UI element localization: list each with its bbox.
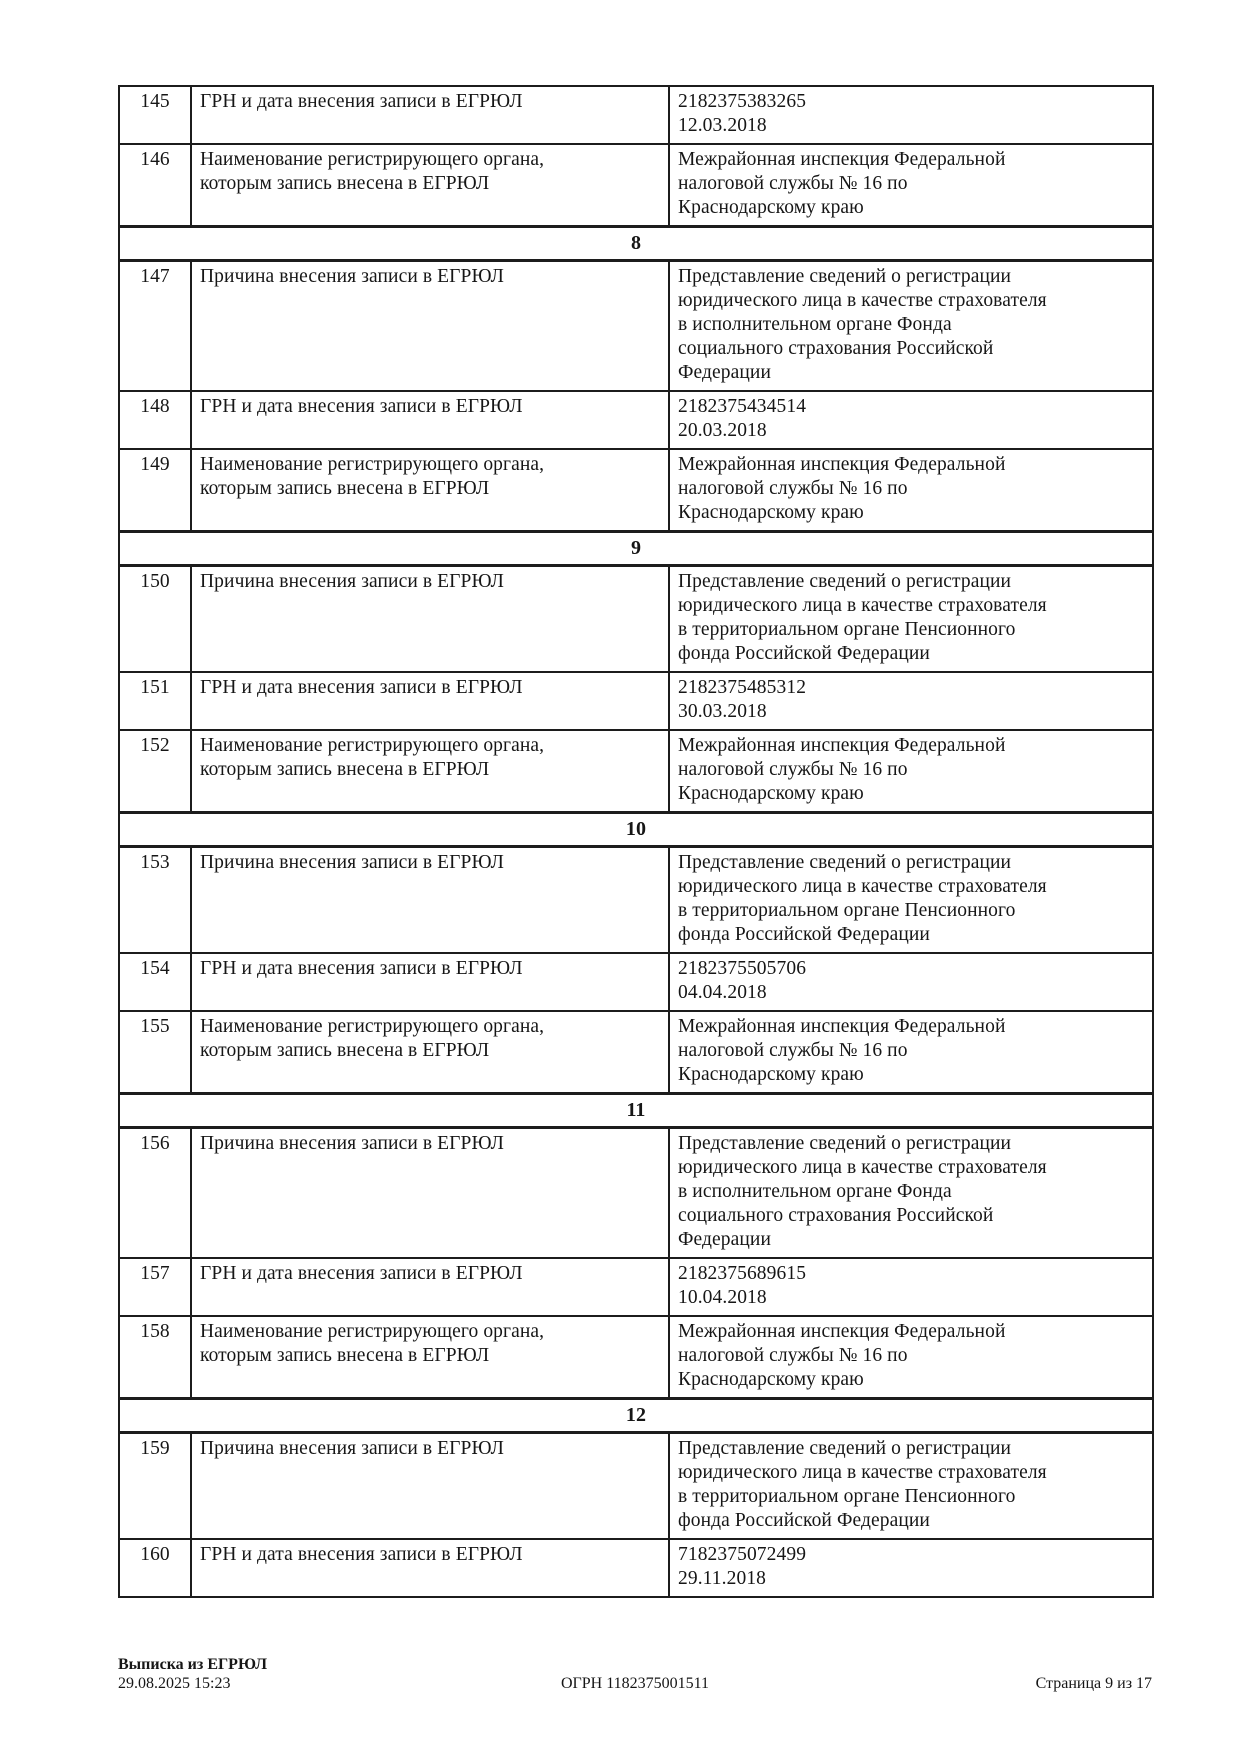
field-value-cell: Межрайонная инспекция Федеральной налоговой службы № 16 по Краснодарскому краю (669, 730, 1153, 813)
row-number-cell: 150 (119, 566, 191, 673)
table-row (119, 261, 1153, 392)
table-row (119, 391, 1153, 449)
field-value-cell: Представление сведений о регистрации юридического лица в качестве страхователя в территориальном органе Пенсионного фонда Российской Федерации (669, 1433, 1153, 1540)
table-row (119, 847, 1153, 954)
section-header-row (119, 813, 1153, 847)
table-row (119, 1433, 1153, 1540)
table-row (119, 672, 1153, 730)
footer-datetime: 29.08.2025 15:23 (118, 1675, 231, 1692)
field-name-cell: Наименование регистрирующего органа, которым запись внесена в ЕГРЮЛ (191, 730, 669, 813)
row-number-cell: 156 (119, 1128, 191, 1259)
field-value-cell: 2182375434514 20.03.2018 (669, 391, 1153, 449)
field-value-cell: 7182375072499 29.11.2018 (669, 1539, 1153, 1597)
section-header-row (119, 1094, 1153, 1128)
table-row (119, 1539, 1153, 1597)
field-value-cell: Представление сведений о регистрации юридического лица в качестве страхователя в территориальном органе Пенсионного фонда Российской Федерации (669, 566, 1153, 673)
row-number-cell: 152 (119, 730, 191, 813)
field-name-cell: Причина внесения записи в ЕГРЮЛ (191, 1128, 669, 1259)
field-name-cell: ГРН и дата внесения записи в ЕГРЮЛ (191, 672, 669, 730)
field-value-cell: Представление сведений о регистрации юридического лица в качестве страхователя в территориальном органе Пенсионного фонда Российской Федерации (669, 847, 1153, 954)
table-row (119, 566, 1153, 673)
egrul-table-body (119, 86, 1153, 1597)
page-footer (118, 1655, 1152, 1693)
table-row (119, 144, 1153, 227)
section-number: 12 (119, 1399, 1153, 1433)
footer-ogrn: ОГРН 1182375001511 (560, 1675, 710, 1692)
table-row (119, 1258, 1153, 1316)
section-header-row (119, 1399, 1153, 1433)
field-value-cell: Межрайонная инспекция Федеральной налоговой службы № 16 по Краснодарскому краю (669, 144, 1153, 227)
table-row (119, 1011, 1153, 1094)
field-name-cell: ГРН и дата внесения записи в ЕГРЮЛ (191, 1539, 669, 1597)
field-name-cell: Причина внесения записи в ЕГРЮЛ (191, 1433, 669, 1540)
section-number: 9 (119, 532, 1153, 566)
row-number-cell: 151 (119, 672, 191, 730)
row-number-cell: 159 (119, 1433, 191, 1540)
table-row (119, 449, 1153, 532)
field-value-cell: 2182375505706 04.04.2018 (669, 953, 1153, 1011)
field-value-cell: Межрайонная инспекция Федеральной налоговой службы № 16 по Краснодарскому краю (669, 1011, 1153, 1094)
section-number: 8 (119, 227, 1153, 261)
egrul-records-table (118, 85, 1154, 1598)
field-value-cell: Представление сведений о регистрации юридического лица в качестве страхователя в исполнительном органе Фонда социального страхования Российской Федерации (669, 1128, 1153, 1259)
row-number-cell: 153 (119, 847, 191, 954)
section-number: 11 (119, 1094, 1153, 1128)
field-value-cell: Межрайонная инспекция Федеральной налоговой службы № 16 по Краснодарскому краю (669, 449, 1153, 532)
row-number-cell: 158 (119, 1316, 191, 1399)
field-name-cell: Наименование регистрирующего органа, которым запись внесена в ЕГРЮЛ (191, 449, 669, 532)
field-value-cell: Межрайонная инспекция Федеральной налоговой службы № 16 по Краснодарскому краю (669, 1316, 1153, 1399)
footer-document-title: Выписка из ЕГРЮЛ (118, 1656, 268, 1673)
section-header-row (119, 227, 1153, 261)
field-name-cell: ГРН и дата внесения записи в ЕГРЮЛ (191, 86, 669, 144)
field-name-cell: ГРН и дата внесения записи в ЕГРЮЛ (191, 391, 669, 449)
row-number-cell: 160 (119, 1539, 191, 1597)
field-value-cell: Представление сведений о регистрации юридического лица в качестве страхователя в исполнительном органе Фонда социального страхования Российской Федерации (669, 261, 1153, 392)
field-name-cell: ГРН и дата внесения записи в ЕГРЮЛ (191, 1258, 669, 1316)
table-row (119, 953, 1153, 1011)
table-row (119, 730, 1153, 813)
row-number-cell: 148 (119, 391, 191, 449)
section-number: 10 (119, 813, 1153, 847)
field-name-cell: Причина внесения записи в ЕГРЮЛ (191, 566, 669, 673)
row-number-cell: 146 (119, 144, 191, 227)
field-value-cell: 2182375689615 10.04.2018 (669, 1258, 1153, 1316)
field-value-cell: 2182375383265 12.03.2018 (669, 86, 1153, 144)
row-number-cell: 154 (119, 953, 191, 1011)
row-number-cell: 145 (119, 86, 191, 144)
table-row (119, 1316, 1153, 1399)
row-number-cell: 149 (119, 449, 191, 532)
row-number-cell: 155 (119, 1011, 191, 1094)
field-name-cell: Наименование регистрирующего органа, которым запись внесена в ЕГРЮЛ (191, 1316, 669, 1399)
field-name-cell: Наименование регистрирующего органа, которым запись внесена в ЕГРЮЛ (191, 144, 669, 227)
table-row (119, 1128, 1153, 1259)
section-header-row (119, 532, 1153, 566)
field-name-cell: Причина внесения записи в ЕГРЮЛ (191, 847, 669, 954)
footer-left (118, 1655, 463, 1693)
field-name-cell: Причина внесения записи в ЕГРЮЛ (191, 261, 669, 392)
field-name-cell: Наименование регистрирующего органа, которым запись внесена в ЕГРЮЛ (191, 1011, 669, 1094)
footer-page-number: Страница 9 из 17 (1035, 1675, 1153, 1692)
field-value-cell: 2182375485312 30.03.2018 (669, 672, 1153, 730)
row-number-cell: 147 (119, 261, 191, 392)
table-row (119, 86, 1153, 144)
field-name-cell: ГРН и дата внесения записи в ЕГРЮЛ (191, 953, 669, 1011)
row-number-cell: 157 (119, 1258, 191, 1316)
